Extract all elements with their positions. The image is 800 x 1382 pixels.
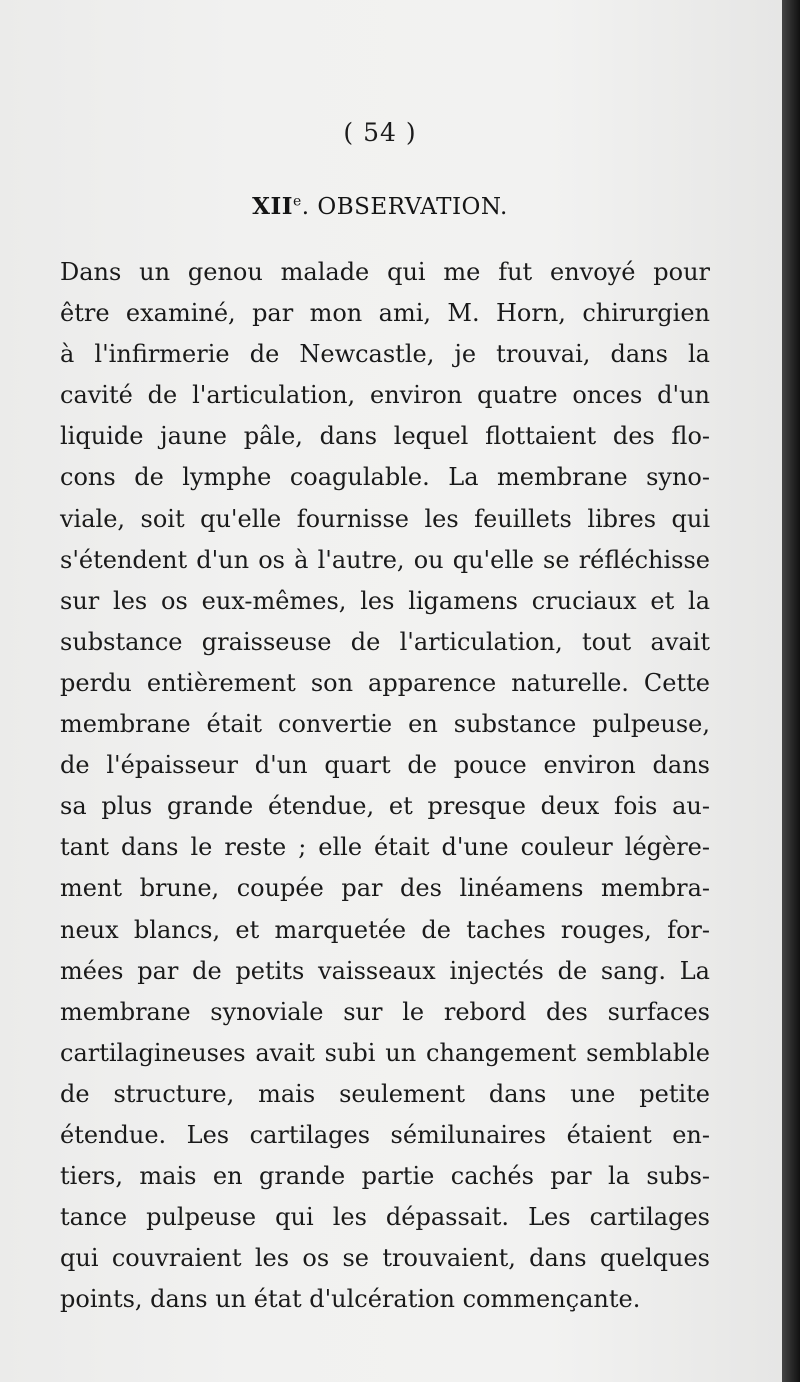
- text-line: cartilagineuses avait subi un changement semblable: [60, 1038, 710, 1067]
- page-number: ( 54 ): [343, 118, 417, 147]
- body-paragraph: [60, 252, 710, 1320]
- text-line: de l'épaisseur d'un quart de pouce environ dans: [60, 751, 710, 780]
- text-line: tant dans le reste ; elle était d'une couleur légère-: [60, 833, 710, 862]
- text-line: à l'infirmerie de Newcastle, je trouvai, dans la: [60, 340, 710, 369]
- text-line: tance pulpeuse qui les dépassait. Les cartilages: [60, 1203, 710, 1232]
- text-line: membrane était convertie en substance pulpeuse,: [60, 710, 710, 739]
- text-line: mées par de petits vaisseaux injectés de sang. La: [60, 956, 710, 985]
- text-line: membrane synoviale sur le rebord des surfaces: [60, 997, 710, 1026]
- text-line: neux blancs, et marquetée de taches rouges, for-: [60, 915, 710, 944]
- text-line: de structure, mais seulement dans une petite: [60, 1079, 710, 1108]
- text-line: ment brune, coupée par des linéamens membra-: [60, 874, 710, 903]
- text-line: sa plus grande étendue, et presque deux fois au-: [60, 792, 710, 821]
- heading-title: . OBSERVATION.: [301, 194, 508, 220]
- book-spine-shadow: [782, 0, 800, 1382]
- text-line: étendue. Les cartilages sémilunaires étaient en-: [60, 1120, 710, 1149]
- heading-numeral: XII: [252, 193, 293, 220]
- text-line: substance graisseuse de l'articulation, tout avait: [60, 627, 710, 656]
- text-line: s'étendent d'un os à l'autre, ou qu'elle se réfléchisse: [60, 545, 710, 574]
- text-line: liquide jaune pâle, dans lequel flottaient des flo-: [60, 422, 710, 451]
- text-line: tiers, mais en grande partie cachés par la subs-: [60, 1162, 710, 1191]
- text-line: qui couvraient les os se trouvaient, dans quelques: [60, 1244, 710, 1273]
- text-line: être examiné, par mon ami, M. Horn, chirurgien: [60, 299, 710, 328]
- text-line: points, dans un état d'ulcération commençante.: [60, 1285, 641, 1314]
- text-line: cons de lymphe coagulable. La membrane syno-: [60, 463, 710, 492]
- section-heading: [0, 193, 760, 220]
- text-line: Dans un genou malade qui me fut envoyé pour: [60, 258, 710, 286]
- text-line: viale, soit qu'elle fournisse les feuillets libres qui: [60, 504, 710, 533]
- text-line: perdu entièrement son apparence naturelle. Cette: [60, 668, 710, 697]
- heading-suffix: e: [293, 193, 302, 210]
- text-line: sur les os eux-mêmes, les ligamens cruciaux et la: [60, 586, 710, 615]
- text-line: cavité de l'articulation, environ quatre onces d'un: [60, 381, 710, 410]
